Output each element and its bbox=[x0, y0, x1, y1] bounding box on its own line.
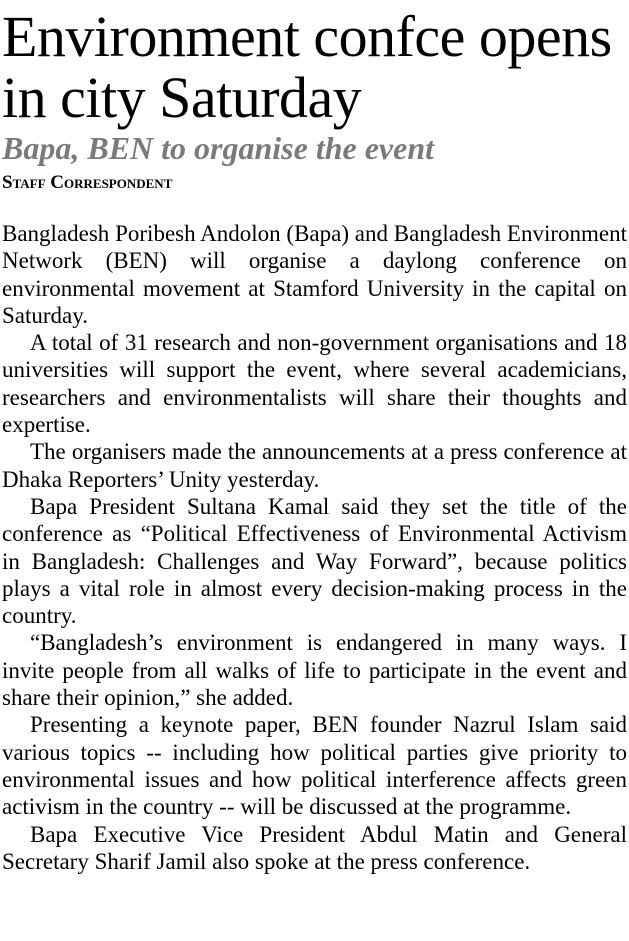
byline: Staff Correspondent bbox=[2, 172, 173, 193]
subheadline: Bapa, BEN to organise the event bbox=[2, 130, 435, 166]
paragraph-6: Presenting a keynote paper, BEN founder Nazrul Islam said various topics -- including how political parties give priority to environmental issues and how political interference affects green activism in the country -- will be discussed at the programme. bbox=[2, 712, 627, 820]
paragraph-2: A total of 31 research and non-government organisations and 18 universities will support the event, where several academicians, researchers and environmentalists will share their thoughts and expertise. bbox=[2, 330, 627, 438]
news-article bbox=[2, 0, 627, 875]
headline: Environment confce opens in city Saturday bbox=[2, 4, 612, 130]
article-body bbox=[2, 220, 627, 875]
paragraph-3: The organisers made the announcements at a press conference at Dhaka Reporters’ Unity yesterday. bbox=[2, 439, 627, 492]
paragraph-5: “Bangladesh’s environment is endangered in many ways. I invite people from all walks of life to participate in the event and share their opinion,” she added. bbox=[2, 630, 627, 711]
paragraph-4: Bapa President Sultana Kamal said they set the title of the conference as “Political Effectiveness of Environmental Activism in Bangladesh: Challenges and Way Forward”, because politics plays a vital role in almost every decision-making process in the country. bbox=[2, 493, 627, 629]
paragraph-7: Bapa Executive Vice President Abdul Matin and General Secretary Sharif Jamil also spoke at the press conference. bbox=[2, 821, 627, 874]
paragraph-1: Bangladesh Poribesh Andolon (Bapa) and Bangladesh Environment Network (BEN) will organise a daylong conference on environmental movement at Stamford University in the capital on Saturday. bbox=[2, 221, 627, 328]
